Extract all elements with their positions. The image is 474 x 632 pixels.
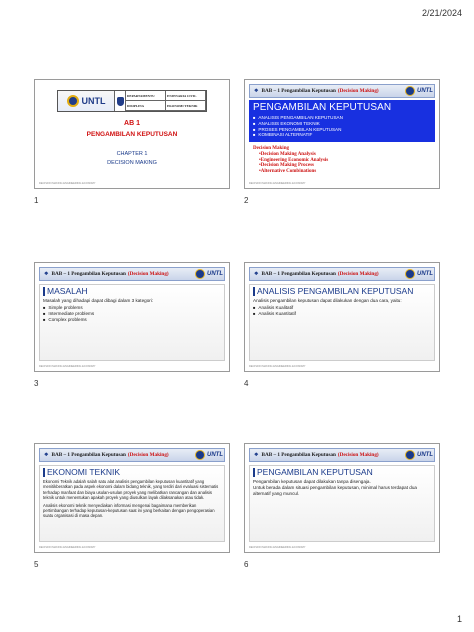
slide-number: 4: [244, 379, 249, 388]
slide-number: 1: [34, 196, 39, 205]
english-topic-list: [253, 146, 328, 175]
slide-footer: DECISION MAKING ENGINEERING ECONOMY: [39, 365, 96, 368]
slide-thumbnail-6[interactable]: [244, 443, 440, 553]
slide-title: EKONOMI TEKNIK: [43, 468, 221, 477]
header-english: (Decision Making): [127, 452, 169, 458]
list-item: ■ Intermediate problems: [43, 311, 221, 317]
slide-number: 6: [244, 560, 249, 569]
crest-icon: [115, 91, 126, 111]
list-item: ■ Complex problems: [43, 317, 221, 323]
header-chapter: BAB – 1 Pengambilan Keputusan: [261, 88, 336, 94]
paragraph: Analisis ekonomi teknik menyediakan informasi mengenai bagaimana memberikan pertimbangan terhadap keputusan-keputusan saat ini yang berkaitan dengan pengoperasian suatu organisasi di masa depan.: [43, 502, 215, 519]
header-english: (Decision Making): [337, 271, 379, 277]
slide-thumbnail-4[interactable]: [244, 262, 440, 372]
untl-logo: [195, 268, 223, 280]
slide-footer: DECISION MAKING ENGINEERING ECONOMY: [39, 182, 96, 185]
print-date: 2/21/2024: [421, 8, 462, 18]
paragraph: Untuk berada dalam situasi pengambilan keputusan, minimal harus terdapat dua alternatif yang muncul.: [253, 485, 417, 496]
content-box: [39, 284, 225, 361]
slide-thumbnail-3[interactable]: [34, 262, 230, 372]
slide-thumbnail-1[interactable]: [34, 79, 230, 189]
topic-box: [249, 100, 435, 142]
university-seal-icon: [405, 450, 415, 460]
content-box: [249, 284, 435, 361]
slide-title: ANALISIS PENGAMBILAN KEPUTUSAN: [253, 287, 431, 296]
slide-number: 3: [34, 379, 39, 388]
untl-logo: [405, 85, 433, 97]
header-english: (Decision Making): [337, 88, 379, 94]
header-english: (Decision Making): [127, 271, 169, 277]
list-item: ■ Analisis Kuantitatif: [253, 311, 431, 317]
untl-logo: [405, 268, 433, 280]
list-item: ■ Simple problems: [43, 305, 221, 311]
cover-chapter-red: AB 1: [124, 120, 140, 127]
cover-header-box: [57, 90, 207, 112]
cover-title-red: PENGAMBILAN KEPUTUSAN: [86, 131, 178, 138]
list-item: ■ KOMBINASI ALTERNATIF: [253, 132, 431, 138]
header-chapter: BAB – 1 Pengambilan Keputusan: [51, 452, 126, 458]
list-item: •Alternative Combinations: [259, 169, 317, 175]
list-item: •Engineering Economic Analysis: [259, 157, 329, 163]
university-seal-icon: [195, 450, 205, 460]
slide-text: [43, 479, 221, 519]
content-list: [43, 305, 221, 324]
logo-text: UNTL: [417, 88, 433, 94]
table-cell: DEPARTAMENTU: [126, 91, 166, 101]
page-number: 1: [456, 614, 462, 624]
header-english: (Decision Making): [337, 452, 379, 458]
list-item: ■ Analisis Kualitatif: [253, 305, 431, 311]
untl-logo: [405, 449, 433, 461]
content-box: [39, 465, 225, 542]
list-item: •Decision Making Process: [259, 163, 314, 169]
slide-title: MASALAH: [43, 287, 221, 296]
list-item: ■ ANALISIS EKONOMI TEKNIK: [253, 121, 431, 127]
untl-logo: [58, 91, 115, 111]
paragraph: Ekonomi Teknik adalah salah satu alat analisis pengambilan keputusan kuantitatif yang menitikberatkan pada aspek ekonomi dalam bidang teknik, yang terdiri dari evaluasi sistematis terhadap manfaat dan biaya usulan-usulan proyek yang melibatkan rancangan dan analisis teknik untuk menentukan apakah proyek yang diusulkan layak dilaksanakan atau tidak.: [43, 479, 219, 501]
slide-text: Masalah yang dihadapi dapat dibagi dalam 3 kategori:: [43, 298, 154, 303]
english-heading: Decision Making: [253, 146, 289, 151]
university-seal-icon: [405, 86, 415, 96]
cover-chapter-en: CHAPTER 1: [116, 151, 148, 157]
cover-info-table: [126, 91, 206, 111]
university-seal-icon: [195, 269, 205, 279]
slide-thumbnail-2[interactable]: [244, 79, 440, 189]
diamond-bullet-icon: ❖: [44, 453, 49, 458]
university-seal-icon: [67, 95, 79, 107]
topic-list: [253, 115, 431, 138]
list-item: ■ PROSES PENGAMBILAN KEPUTUSAN: [253, 127, 431, 133]
slide-title: PENGAMBILAN KEPUTUSAN: [253, 468, 431, 477]
paragraph: Pengambilan keputusan dapat dilakukan tanpa disengaja.: [253, 479, 371, 484]
logo-text: UNTL: [417, 452, 433, 458]
slide-title: PENGAMBILAN KEPUTUSAN: [253, 102, 392, 113]
slide-footer: DECISION MAKING ENGINEERING ECONOMY: [249, 546, 306, 549]
slide-footer: DECISION MAKING ENGINEERING ECONOMY: [39, 546, 96, 549]
untl-logo: [195, 449, 223, 461]
diamond-bullet-icon: ❖: [254, 89, 259, 94]
content-list: [253, 305, 431, 317]
table-cell: DISIPLINA: [126, 101, 166, 111]
logo-text: UNTL: [81, 96, 106, 106]
diamond-bullet-icon: ❖: [254, 453, 259, 458]
logo-text: UNTL: [207, 452, 223, 458]
logo-text: UNTL: [417, 271, 433, 277]
content-box: [249, 465, 435, 542]
cover-title-en: DECISION MAKING: [107, 160, 157, 166]
list-item: ■ ANALISIS PENGAMBILAN KEPUTUSAN: [253, 115, 431, 121]
slide-footer: DECISION MAKING ENGINEERING ECONOMY: [249, 365, 306, 368]
header-chapter: BAB – 1 Pengambilan Keputusan: [261, 452, 336, 458]
slide-number: 5: [34, 560, 39, 569]
header-chapter: BAB – 1 Pengambilan Keputusan: [261, 271, 336, 277]
logo-text: UNTL: [207, 271, 223, 277]
slide-thumbnail-5[interactable]: [34, 443, 230, 553]
list-item: •Decision Making Analysis: [259, 151, 316, 157]
diamond-bullet-icon: ❖: [44, 272, 49, 277]
slide-text: [253, 479, 431, 497]
university-seal-icon: [405, 269, 415, 279]
table-cell: EKONOMI TEKNIK: [166, 101, 206, 111]
diamond-bullet-icon: ❖: [254, 272, 259, 277]
header-chapter: BAB – 1 Pengambilan Keputusan: [51, 271, 126, 277]
slide-footer: DECISION MAKING ENGINEERING ECONOMY: [249, 182, 306, 185]
slide-number: 2: [244, 196, 249, 205]
table-cell: ENJENARIA CIVIL: [166, 91, 206, 101]
slide-text: Analisis pengambilan keputusan dapat dilakukan dengan dua cara, yaitu:: [253, 298, 402, 303]
